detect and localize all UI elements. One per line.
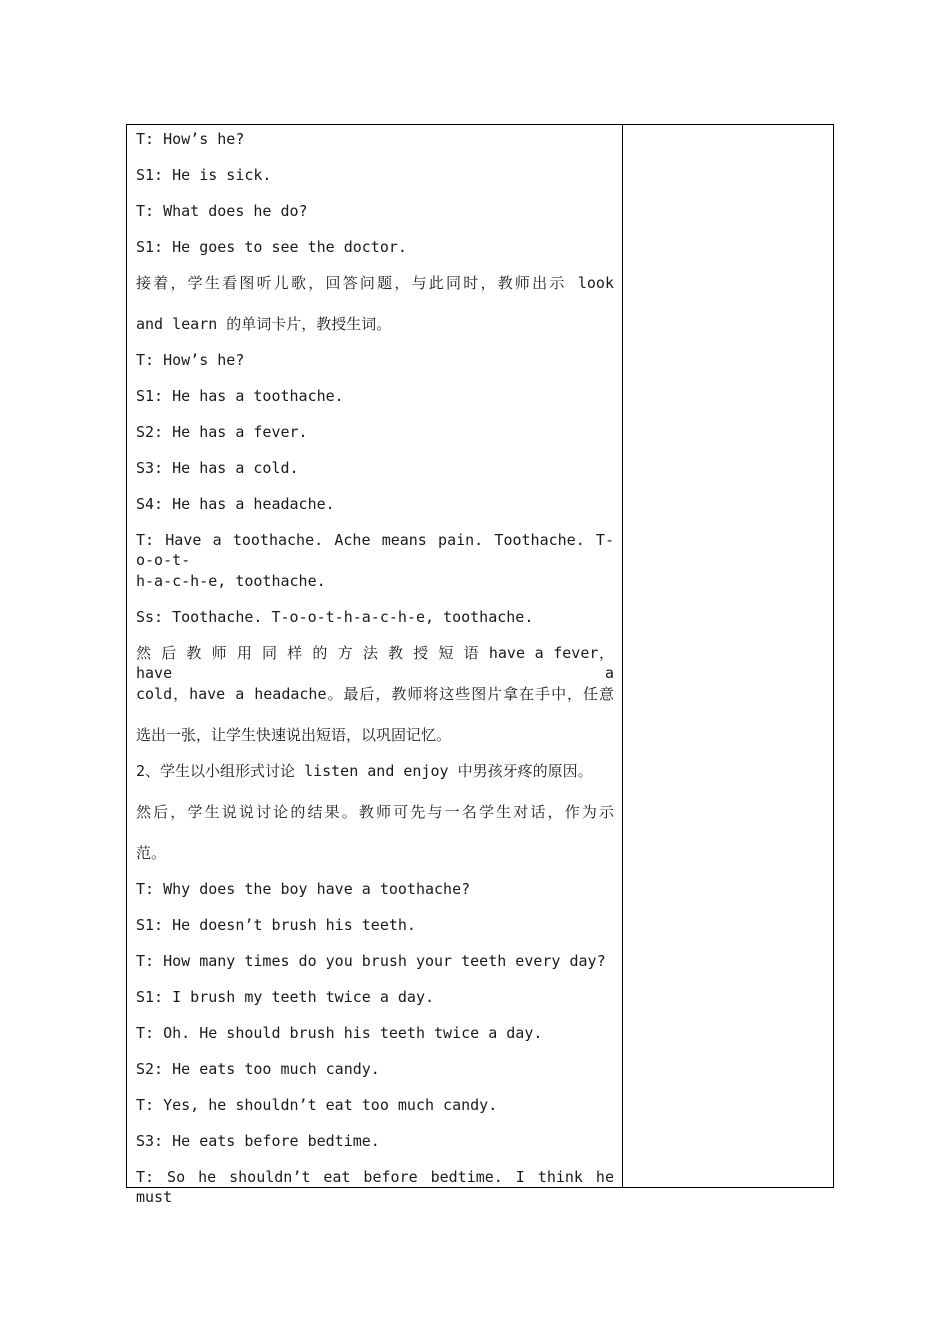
instruction-line: cold，have a headache。最后，教师将这些图片拿在手中，任意	[136, 685, 614, 703]
dialogue-line: S2: He eats too much candy.	[136, 1060, 380, 1078]
column-divider	[622, 125, 623, 1187]
instruction-line: 然 后 教 师 用 同 样 的 方 法 教 授 短 语 have a fever， have a	[136, 644, 614, 682]
dialogue-line: S4: He has a headache.	[136, 495, 335, 513]
dialogue-line: T: Yes, he shouldn’t eat too much candy.	[136, 1096, 498, 1114]
dialogue-line: T: What does he do?	[136, 202, 308, 220]
dialogue-line: T: Why does the boy have a toothache?	[136, 880, 471, 898]
dialogue-line: S3: He eats before bedtime.	[136, 1132, 380, 1150]
instruction-line: 接着，学生看图听儿歌，回答问题，与此同时，教师出示 look	[136, 274, 614, 292]
lesson-plan-table	[126, 124, 834, 1206]
dialogue-line: h-a-c-h-e, toothache.	[136, 572, 326, 590]
dialogue-line: S1: He has a toothache.	[136, 387, 344, 405]
instruction-line: 范。	[136, 844, 167, 862]
dialogue-line: T: How’s he?	[136, 351, 245, 369]
instruction-line: and learn 的单词卡片，教授生词。	[136, 315, 392, 333]
dialogue-line: S3: He has a cold.	[136, 459, 299, 477]
dialogue-line: S1: I brush my teeth twice a day.	[136, 988, 435, 1006]
dialogue-line: T: How many times do you brush your teeth every day?	[136, 952, 606, 970]
dialogue-line: T: Have a toothache. Ache means pain. Toothache. T-o-o-t-	[136, 531, 614, 569]
dialogue-line: S2: He has a fever.	[136, 423, 308, 441]
dialogue-line: S1: He is sick.	[136, 166, 272, 184]
dialogue-line: S1: He doesn’t brush his teeth.	[136, 916, 416, 934]
dialogue-line: S1: He goes to see the doctor.	[136, 238, 407, 256]
instruction-line: 然后，学生说说讨论的结果。教师可先与一名学生对话，作为示	[136, 803, 614, 821]
dialogue-line: T: Oh. He should brush his teeth twice a day.	[136, 1024, 543, 1042]
dialogue-line: T: How’s he?	[136, 130, 245, 148]
dialogue-line: Ss: Toothache. T-o-o-t-h-a-c-h-e, toothache.	[136, 608, 534, 626]
instruction-line: 选出一张，让学生快速说出短语，以巩固记忆。	[136, 726, 452, 744]
dialogue-line: T: So he shouldn’t eat before bedtime. I think he must	[136, 1168, 614, 1206]
instruction-line: 2、学生以小组形式讨论 listen and enjoy 中男孩牙疼的原因。	[136, 762, 593, 780]
